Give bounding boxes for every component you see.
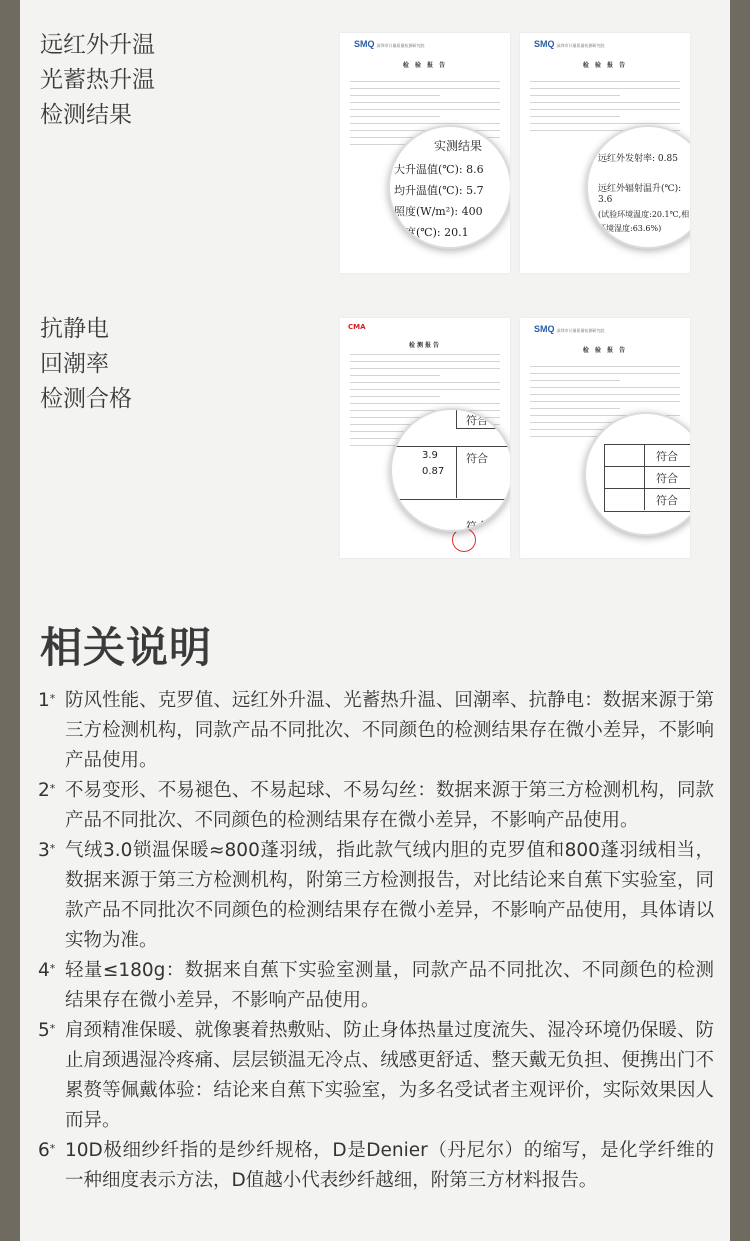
report-image-far-infrared [340,33,510,273]
section1-label-line: 检测结果 [40,102,132,128]
section2-label-line: 检测合格 [40,386,132,412]
section1-label-line: 光蓄热升温 [40,67,155,93]
magnified-text: 符合 [656,450,678,463]
note-item: 3* 气绒3.0锁温保暖≈800蓬羽绒，指此款气绒内胆的克罗值和800蓬羽绒相当，数据来源于第三方检测机构，附第三方检测报告，对比结论来自蕉下实验室，同款产品不同批次不同颜色的检测结果存在微小差异，不影响产品使用，具体请以实物为准。 [38,840,714,951]
note-item: 4* 轻量≤180g：数据来自蕉下实验室测量，同款产品不同批次、不同颜色的检测结果存在微小差异，不影响产品使用。 [38,960,714,1011]
magnified-text: 大升温值(℃): 8.6 [394,163,484,176]
notes-list [38,686,714,1196]
note-text: 气绒3.0锁温保暖≈800蓬羽绒，指此款气绒内胆的克罗值和800蓬羽绒相当，数据来源于第三方检测机构，附第三方检测报告，对比结论来自蕉下实验室，同款产品不同批次不同颜色的检测结果存在微小差异，不影响产品使用，具体请以实物为准。 [65,840,714,951]
magnified-text: 符合 [656,494,678,507]
magnified-text: 3.6 [598,195,613,205]
report-image-antistatic [340,318,510,558]
report-title: 检 验 报 告 [402,62,448,69]
section1-label-line: 远红外升温 [40,32,155,58]
magnified-text: 0.87 [422,466,445,477]
smq-logo: SMQ 深圳市计量质量检测研究院 [534,324,605,334]
magnified-text: 远红外辐射温升(℃): [598,184,682,194]
smq-logo: SMQ 深圳市计量质量检测研究院 [534,39,605,49]
smq-logo: SMQ 深圳市计量质量检测研究院 [354,39,425,49]
magnifier-lens [390,408,510,532]
magnified-text: 照度(W/m²): 400 [394,205,483,218]
magnified-text: 实测结果 [434,139,483,153]
magnified-text: 温度(℃): 20.1 [394,226,469,239]
report-title: 检 验 报 告 [582,62,628,69]
magnified-text: 符合 [466,414,488,427]
magnifier-lens [388,125,510,249]
magnified-text: 符合 [656,472,678,485]
note-text: 防风性能、克罗值、远红外升温、光蓄热升温、回潮率、抗静电：数据来源于第三方检测机构，同款产品不同批次、不同颜色的检测结果存在微小差异，不影响产品使用。 [65,690,714,771]
magnified-text: (试验环境温度:20.1℃,相 [598,210,690,219]
note-text: 10D极细纱纤指的是纱纤规格，D是Denier（丹尼尔）的缩写，是化学纤维的一种细度表示方法，D值越小代表纱纤越细，附第三方材料报告。 [65,1140,714,1191]
note-item: 6* 10D极细纱纤指的是纱纤规格，D是Denier（丹尼尔）的缩写，是化学纤维的一种细度表示方法，D值越小代表纱纤越细，附第三方材料报告。 [38,1140,714,1191]
report-title: 检 验 报 告 [582,347,628,354]
report-title: 检测报告 [408,342,441,349]
magnified-text: 符合 [466,520,488,532]
note-text: 轻量≤180g：数据来自蕉下实验室测量，同款产品不同批次、不同颜色的检测结果存在微小差异，不影响产品使用。 [65,960,714,1011]
section1-label [40,28,155,133]
report-image-heat-storage [520,33,690,273]
section2-label-line: 回潮率 [40,351,109,377]
magnified-text: 符合 [466,452,488,465]
report-image-moisture-regain [520,318,690,558]
page-heading: 相关说明 [40,623,213,672]
content-panel [20,0,730,1241]
note-item: 5* 肩颈精准保暖、就像裹着热敷贴、防止身体热量过度流失、湿冷环境仍保暖、防止肩颈遇湿冷疼痛、层层锁温无冷点、绒感更舒适、整天戴无负担、便携出门不累赘等佩戴体验：结论来自蕉下实验室，为多名受试者主观评价，实际效果因人而异。 [38,1020,714,1131]
note-text: 不易变形、不易褪色、不易起球、不易勾丝：数据来源于第三方检测机构，同款产品不同批次、不同颜色的检测结果存在微小差异，不影响产品使用。 [65,780,714,831]
note-item: 1* 防风性能、克罗值、远红外升温、光蓄热升温、回潮率、抗静电：数据来源于第三方检测机构，同款产品不同批次、不同颜色的检测结果存在微小差异，不影响产品使用。 [38,690,714,771]
magnified-text: 环境湿度:63.6%) [598,224,662,233]
magnified-text: 均升温值(℃): 5.7 [394,184,484,197]
section2-label [40,312,132,417]
magnified-text: 3.9 [422,450,438,461]
cma-logo: CMA [348,323,366,331]
note-item: 2* 不易变形、不易褪色、不易起球、不易勾丝：数据来源于第三方检测机构，同款产品不同批次、不同颜色的检测结果存在微小差异，不影响产品使用。 [38,780,714,831]
note-text: 肩颈精准保暖、就像裹着热敷贴、防止身体热量过度流失、湿冷环境仍保暖、防止肩颈遇湿冷疼痛、层层锁温无冷点、绒感更舒适、整天戴无负担、便携出门不累赘等佩戴体验：结论来自蕉下实验室，为多名受试者主观评价，实际效果因人而异。 [65,1020,714,1131]
magnified-text: 远红外发射率: 0.85 [598,154,678,164]
section2-label-line: 抗静电 [40,316,109,342]
